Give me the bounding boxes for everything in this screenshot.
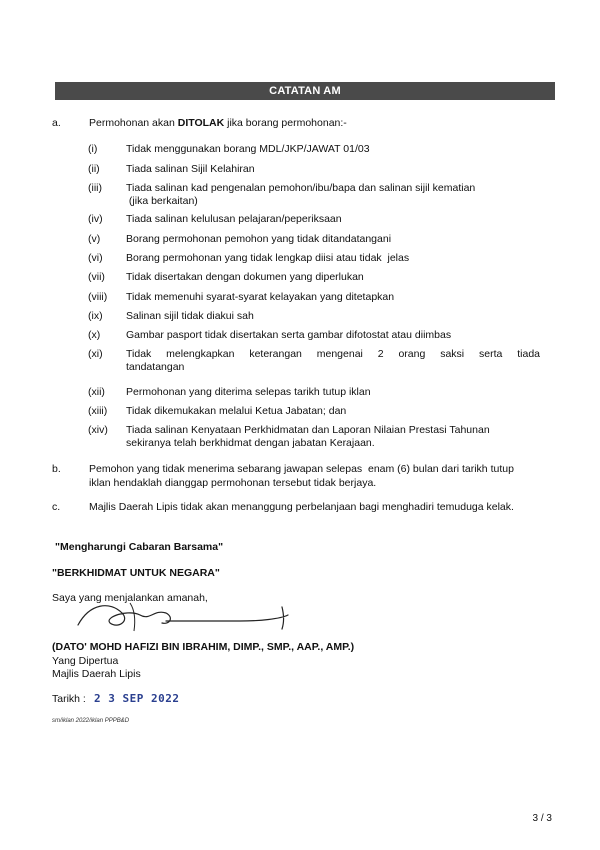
signatory-name: (DATO' MOHD HAFIZI BIN IBRAHIM, DIMP., SMP., AAP., AMP.): [52, 641, 355, 653]
item-number: (i): [88, 143, 98, 155]
page-number: 3 / 3: [532, 813, 552, 824]
item-number: (ix): [88, 310, 103, 322]
item-number: (x): [88, 329, 101, 341]
paragraph-line: Pemohon yang tidak menerima sebarang jawapan selepas enam (6) bulan dari tarikh tutup: [89, 463, 514, 475]
item-text: Salinan sijil tidak diakui sah: [126, 310, 254, 322]
item-text-line: sekiranya telah berkhidmat dengan jabatan Kerajaan.: [126, 436, 375, 449]
paragraph-c-text: Majlis Daerah Lipis tidak akan menanggung perbelanjaan bagi menghadiri temuduga kelak.: [89, 501, 514, 513]
item-number: (xiii): [88, 405, 108, 417]
signatory-position: Yang Dipertua: [52, 655, 119, 667]
paragraph-marker: c.: [52, 501, 61, 513]
item-text: Permohonan yang diterima selepas tarikh tutup iklan: [126, 386, 371, 398]
trust-line: Saya yang menjalankan amanah,: [52, 592, 208, 604]
item-text: Tiada salinan kelulusan pelajaran/peperiksaan: [126, 213, 342, 225]
signatory-organization: Majlis Daerah Lipis: [52, 668, 141, 680]
section-header-bar: [55, 82, 555, 100]
item-text-block: [126, 182, 540, 207]
item-number: (vii): [88, 271, 105, 283]
item-text: Borang permohonan pemohon yang tidak ditandatangani: [126, 233, 392, 245]
item-number: (iii): [88, 182, 102, 194]
motto-two: "BERKHIDMAT UNTUK NEGARA": [52, 567, 220, 579]
item-number: (iv): [88, 213, 103, 225]
item-text-line: Tiada salinan kad pengenalan pemohon/ibu/bapa dan salinan sijil kematian: [126, 182, 476, 194]
item-number: (xiv): [88, 424, 108, 436]
date-stamp: 2 3 SEP 2022: [94, 692, 180, 705]
item-number: (xii): [88, 386, 105, 398]
paragraph-marker: a.: [52, 117, 61, 129]
item-text-line: tandatangan: [126, 360, 185, 373]
paragraph-b-text: [89, 462, 552, 490]
item-text-line: Tidak melengkapkan keterangan mengenai 2 orang saksi serta tiada: [126, 348, 540, 360]
intro-prefix: Permohonan akan: [89, 117, 178, 129]
item-text-line: Tiada salinan Kenyataan Perkhidmatan dan Laporan Nilaian Prestasi Tahunan: [126, 424, 490, 436]
signature: [70, 595, 300, 635]
item-number: (ii): [88, 163, 100, 175]
intro-suffix: jika borang permohonan:-: [224, 117, 347, 129]
item-text: Tidak dikemukakan melalui Ketua Jabatan; dan: [126, 405, 347, 417]
item-text: Borang permohonan yang tidak lengkap diisi atau tidak jelas: [126, 252, 410, 264]
item-number: (vi): [88, 252, 103, 264]
motto-one: "Mengharungi Cabaran Barsama": [55, 541, 224, 553]
reference-code: sm/iklan 2022/iklan PPPB&D: [52, 718, 130, 724]
item-number: (viii): [88, 291, 108, 303]
date-label: Tarikh :: [52, 693, 86, 705]
item-text-block: [126, 348, 540, 373]
item-text: Tidak memenuhi syarat-syarat kelayakan yang ditetapkan: [126, 291, 395, 303]
item-text: Tidak disertakan dengan dokumen yang diperlukan: [126, 271, 364, 283]
section-title: CATATAN AM: [269, 85, 341, 97]
paragraph-line: iklan hendaklah dianggap permohonan tersebut tidak berjaya.: [89, 477, 377, 489]
item-number: (v): [88, 233, 101, 245]
item-text-line: (jika berkaitan): [126, 194, 198, 207]
item-text: Tiada salinan Sijil Kelahiran: [126, 163, 255, 175]
intro-bold: DITOLAK: [177, 117, 225, 129]
item-text: Tidak menggunakan borang MDL/JKP/JAWAT 01/03: [126, 143, 370, 155]
item-text: Gambar pasport tidak disertakan serta gambar difotostat atau diimbas: [126, 329, 452, 341]
paragraph-a-intro: [89, 116, 552, 130]
item-number: (xi): [88, 348, 103, 360]
paragraph-marker: b.: [52, 463, 61, 475]
signature-scribble: [70, 595, 300, 635]
item-text-block: [126, 424, 540, 449]
